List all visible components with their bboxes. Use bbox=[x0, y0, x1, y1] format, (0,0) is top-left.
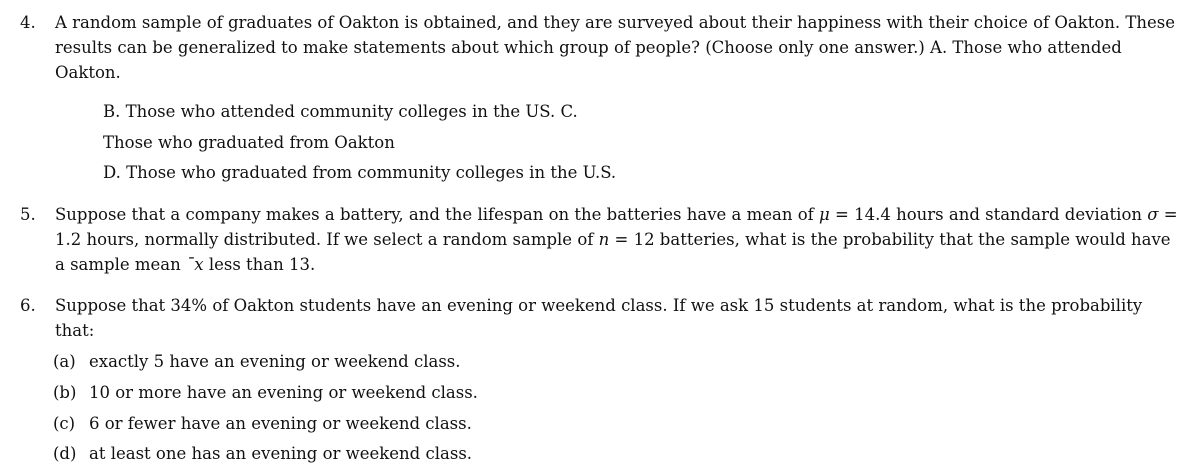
question-line: results can be generalized to make statements about which group of people? (Choose only one answer.) A. Those who attended bbox=[55, 38, 1122, 57]
question-line bbox=[55, 202, 1176, 227]
question-line: Suppose that 34% of Oakton students have an evening or weekend class. If we ask 15 students at random, what is the probability bbox=[55, 296, 1143, 315]
sub-question-text: exactly 5 have an evening or weekend class. bbox=[89, 352, 461, 371]
sub-question bbox=[53, 380, 478, 405]
text-run: = bbox=[1158, 205, 1178, 224]
answer-option-b: B. Those who attended community colleges in the US. C. bbox=[103, 102, 578, 121]
text-run: less than 13. bbox=[203, 255, 316, 274]
question-line: that: bbox=[55, 321, 95, 340]
question-text bbox=[55, 10, 1176, 85]
question-number: 6. bbox=[20, 296, 36, 315]
sub-question-text: 6 or fewer have an evening or weekend class. bbox=[89, 414, 472, 433]
question-number: 4. bbox=[20, 13, 36, 32]
sigma-symbol: σ bbox=[1147, 205, 1159, 224]
sub-question-label: (b) bbox=[53, 383, 77, 402]
sub-question-text: at least one has an evening or weekend class. bbox=[89, 444, 473, 463]
sub-question bbox=[53, 441, 472, 466]
sub-question-text: 10 or more have an evening or weekend class. bbox=[89, 383, 478, 402]
question-line bbox=[55, 252, 1176, 277]
question-text bbox=[55, 202, 1176, 277]
question-line: Oakton. bbox=[55, 63, 121, 82]
question-6 bbox=[20, 293, 1176, 343]
sub-question bbox=[53, 411, 472, 436]
sub-question-label: (c) bbox=[53, 414, 76, 433]
question-5 bbox=[20, 202, 1176, 277]
sub-question-label: (d) bbox=[53, 444, 77, 463]
text-run: = 12 batteries, what is the probability that the sample would have bbox=[609, 230, 1171, 249]
question-line bbox=[55, 227, 1176, 252]
sub-question-label: (a) bbox=[53, 352, 76, 371]
xbar-symbol: ¯x bbox=[186, 255, 204, 274]
question-line: A random sample of graduates of Oakton is obtained, and they are surveyed about their happiness with their choice of Oakton. These bbox=[55, 13, 1176, 32]
answer-option-d: D. Those who graduated from community colleges in the U.S. bbox=[103, 163, 617, 182]
mu-symbol: μ bbox=[819, 205, 830, 224]
sub-question bbox=[53, 349, 461, 374]
text-run: 1.2 hours, normally distributed. If we select a random sample of bbox=[55, 230, 599, 249]
n-symbol: n bbox=[598, 230, 610, 249]
text-run: Suppose that a company makes a battery, and the lifespan on the batteries have a mean of bbox=[55, 205, 820, 224]
question-4 bbox=[20, 10, 1176, 85]
question-number: 5. bbox=[20, 205, 36, 224]
question-text bbox=[55, 293, 1176, 343]
text-run: a sample mean bbox=[55, 255, 187, 274]
answer-option-c: Those who graduated from Oakton bbox=[103, 133, 395, 152]
text-run: = 14.4 hours and standard deviation bbox=[829, 205, 1148, 224]
